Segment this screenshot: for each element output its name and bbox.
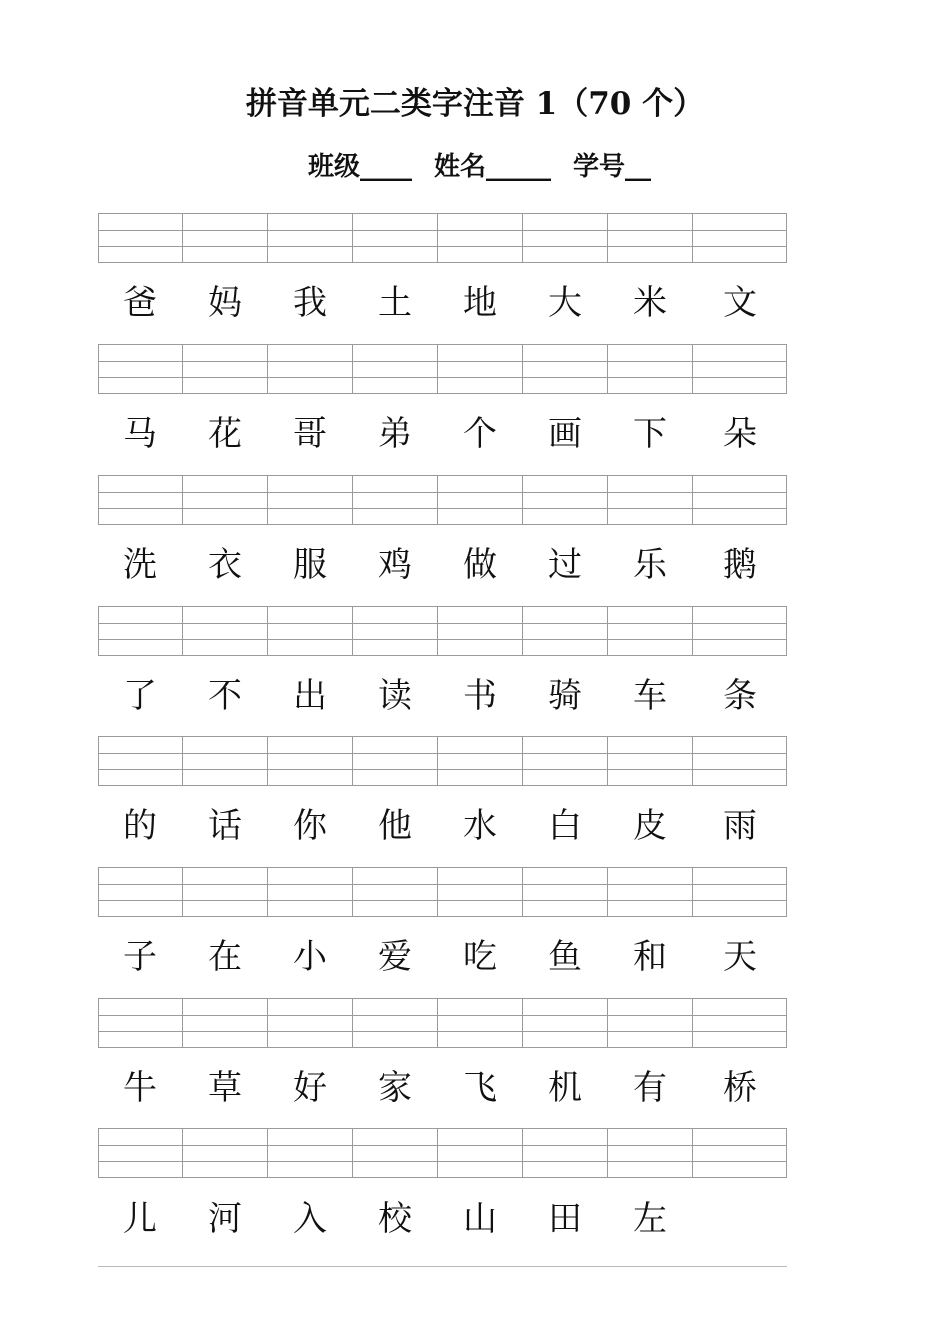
hanzi-character: 爸 (123, 283, 157, 323)
hanzi-character: 山 (463, 1199, 497, 1239)
guide-line (183, 361, 267, 362)
guide-line (268, 377, 352, 378)
guide-line (608, 753, 692, 754)
guide-line (99, 1145, 182, 1146)
pinyin-cell[interactable] (98, 213, 183, 263)
guide-line (99, 246, 182, 247)
pinyin-cell[interactable] (98, 736, 183, 786)
guide-line (268, 230, 352, 231)
guide-line (268, 900, 352, 901)
pinyin-cell[interactable] (693, 213, 787, 263)
hanzi-character: 飞 (463, 1068, 497, 1108)
pinyin-cell[interactable] (98, 867, 183, 917)
guide-line (183, 508, 267, 509)
hanzi-character: 弟 (378, 414, 412, 454)
pinyin-cell[interactable] (183, 1128, 268, 1178)
guide-line (353, 361, 437, 362)
guide-line (268, 753, 352, 754)
guide-line (438, 769, 522, 770)
pinyin-cell[interactable] (183, 344, 268, 394)
guide-line (693, 753, 786, 754)
hanzi-character: 你 (293, 806, 327, 846)
character-row (98, 409, 787, 459)
guide-line (268, 246, 352, 247)
pinyin-grid (98, 344, 787, 394)
guide-line (183, 884, 267, 885)
pinyin-cell[interactable] (523, 867, 608, 917)
hanzi-character: 出 (293, 676, 327, 716)
guide-line (183, 246, 267, 247)
pinyin-cell[interactable] (693, 606, 787, 656)
guide-line (99, 508, 182, 509)
guide-line (438, 230, 522, 231)
hanzi-character: 马 (123, 414, 157, 454)
hanzi-character: 书 (463, 676, 497, 716)
hanzi-character: 大 (548, 283, 582, 323)
character-row (98, 801, 787, 851)
bottom-divider (98, 1266, 787, 1267)
guide-line (438, 492, 522, 493)
pinyin-cell[interactable] (183, 736, 268, 786)
guide-line (438, 246, 522, 247)
guide-line (99, 769, 182, 770)
guide-line (693, 1145, 786, 1146)
pinyin-cell[interactable] (523, 736, 608, 786)
guide-line (268, 639, 352, 640)
hanzi-character: 吃 (463, 937, 497, 977)
pinyin-cell[interactable] (608, 213, 693, 263)
guide-line (99, 492, 182, 493)
pinyin-cell[interactable] (98, 1128, 183, 1178)
guide-line (693, 623, 786, 624)
guide-line (523, 246, 607, 247)
guide-line (183, 1015, 267, 1016)
guide-line (523, 508, 607, 509)
guide-line (693, 492, 786, 493)
guide-line (523, 884, 607, 885)
pinyin-cell[interactable] (608, 344, 693, 394)
pinyin-cell[interactable] (353, 867, 438, 917)
pinyin-cell[interactable] (353, 1128, 438, 1178)
pinyin-cell[interactable] (353, 736, 438, 786)
hanzi-character: 牛 (123, 1068, 157, 1108)
guide-line (693, 1161, 786, 1162)
pinyin-cell[interactable] (268, 867, 353, 917)
guide-line (99, 1015, 182, 1016)
guide-line (608, 230, 692, 231)
hanzi-character: 我 (293, 283, 327, 323)
guide-line (693, 377, 786, 378)
guide-line (353, 639, 437, 640)
guide-line (268, 508, 352, 509)
hanzi-character: 画 (548, 414, 582, 454)
pinyin-cell[interactable] (268, 606, 353, 656)
hanzi-character: 文 (723, 283, 757, 323)
guide-line (183, 753, 267, 754)
guide-line (608, 900, 692, 901)
hanzi-character: 家 (378, 1068, 412, 1108)
number-field[interactable]: 学号__ (573, 152, 652, 182)
character-row (98, 540, 787, 590)
guide-line (183, 1145, 267, 1146)
guide-line (353, 1161, 437, 1162)
guide-line (268, 1161, 352, 1162)
hanzi-character: 在 (208, 937, 242, 977)
guide-line (693, 508, 786, 509)
guide-line (183, 377, 267, 378)
hanzi-character: 草 (208, 1068, 242, 1108)
hanzi-character: 话 (208, 806, 242, 846)
pinyin-cell[interactable] (438, 736, 523, 786)
pinyin-cell[interactable] (523, 213, 608, 263)
guide-line (268, 1015, 352, 1016)
guide-line (438, 1031, 522, 1032)
guide-line (608, 246, 692, 247)
hanzi-character: 河 (208, 1199, 242, 1239)
guide-line (99, 639, 182, 640)
page-title: 拼音单元二类字注音 1（70 个） (245, 86, 705, 122)
hanzi-character: 车 (633, 676, 667, 716)
guide-line (693, 1031, 786, 1032)
pinyin-cell[interactable] (268, 736, 353, 786)
character-row (98, 932, 787, 982)
guide-line (693, 884, 786, 885)
hanzi-character: 和 (633, 937, 667, 977)
guide-line (523, 1161, 607, 1162)
guide-line (268, 492, 352, 493)
hanzi-character: 白 (548, 806, 582, 846)
hanzi-character: 小 (293, 937, 327, 977)
hanzi-character: 机 (548, 1068, 582, 1108)
guide-line (99, 377, 182, 378)
pinyin-cell[interactable] (608, 606, 693, 656)
student-info (308, 146, 673, 183)
hanzi-character: 个 (463, 414, 497, 454)
guide-line (693, 1015, 786, 1016)
hanzi-character: 鸡 (378, 545, 412, 585)
pinyin-cell[interactable] (438, 998, 523, 1048)
pinyin-cell[interactable] (693, 867, 787, 917)
pinyin-cell[interactable] (183, 867, 268, 917)
hanzi-character: 不 (208, 676, 242, 716)
guide-line (438, 1161, 522, 1162)
hanzi-character: 校 (378, 1199, 412, 1239)
guide-line (523, 639, 607, 640)
pinyin-grid (98, 475, 787, 525)
pinyin-cell[interactable] (523, 475, 608, 525)
guide-line (353, 1015, 437, 1016)
character-row (98, 671, 787, 721)
hanzi-character: 水 (463, 806, 497, 846)
guide-line (438, 1015, 522, 1016)
hanzi-character: 儿 (123, 1199, 157, 1239)
pinyin-cell[interactable] (608, 998, 693, 1048)
hanzi-character: 妈 (208, 283, 242, 323)
guide-line (438, 900, 522, 901)
guide-line (608, 361, 692, 362)
guide-line (353, 623, 437, 624)
guide-line (183, 230, 267, 231)
guide-line (353, 900, 437, 901)
guide-line (438, 639, 522, 640)
hanzi-character: 雨 (723, 806, 757, 846)
pinyin-cell[interactable] (438, 1128, 523, 1178)
pinyin-cell[interactable] (268, 344, 353, 394)
guide-line (353, 753, 437, 754)
guide-line (183, 623, 267, 624)
guide-line (693, 361, 786, 362)
hanzi-character: 地 (463, 283, 497, 323)
hanzi-character: 了 (123, 676, 157, 716)
guide-line (438, 1145, 522, 1146)
hanzi-character: 哥 (293, 414, 327, 454)
hanzi-character: 有 (633, 1068, 667, 1108)
pinyin-cell[interactable] (268, 213, 353, 263)
pinyin-cell[interactable] (693, 475, 787, 525)
guide-line (608, 639, 692, 640)
guide-line (268, 361, 352, 362)
guide-line (99, 884, 182, 885)
pinyin-cell[interactable] (98, 475, 183, 525)
pinyin-cell[interactable] (353, 475, 438, 525)
hanzi-character: 米 (633, 283, 667, 323)
hanzi-character: 条 (723, 676, 757, 716)
guide-line (523, 377, 607, 378)
pinyin-grid (98, 1128, 787, 1178)
hanzi-character: 土 (378, 283, 412, 323)
guide-line (523, 1015, 607, 1016)
guide-line (183, 1161, 267, 1162)
hanzi-character: 下 (633, 414, 667, 454)
hanzi-character: 皮 (633, 806, 667, 846)
hanzi-character: 洗 (123, 545, 157, 585)
hanzi-character: 过 (548, 545, 582, 585)
guide-line (353, 769, 437, 770)
hanzi-character: 做 (463, 545, 497, 585)
guide-line (523, 1145, 607, 1146)
guide-line (438, 753, 522, 754)
pinyin-cell[interactable] (353, 606, 438, 656)
pinyin-cell[interactable] (183, 998, 268, 1048)
guide-line (183, 639, 267, 640)
guide-line (608, 884, 692, 885)
guide-line (353, 377, 437, 378)
pinyin-cell[interactable] (183, 213, 268, 263)
hanzi-character: 桥 (723, 1068, 757, 1108)
pinyin-cell[interactable] (268, 475, 353, 525)
pinyin-cell[interactable] (693, 1128, 787, 1178)
guide-line (183, 1031, 267, 1032)
pinyin-cell[interactable] (438, 475, 523, 525)
guide-line (438, 361, 522, 362)
guide-line (99, 1161, 182, 1162)
hanzi-character: 爱 (378, 937, 412, 977)
guide-line (523, 623, 607, 624)
pinyin-cell[interactable] (183, 475, 268, 525)
pinyin-cell[interactable] (353, 213, 438, 263)
pinyin-grid (98, 998, 787, 1048)
pinyin-cell[interactable] (693, 736, 787, 786)
guide-line (353, 1031, 437, 1032)
guide-line (693, 639, 786, 640)
pinyin-cell[interactable] (98, 606, 183, 656)
hanzi-character: 花 (208, 414, 242, 454)
pinyin-grid (98, 736, 787, 786)
pinyin-cell[interactable] (608, 475, 693, 525)
hanzi-character: 田 (548, 1199, 582, 1239)
guide-line (608, 1031, 692, 1032)
hanzi-character: 好 (293, 1068, 327, 1108)
hanzi-character: 入 (293, 1199, 327, 1239)
guide-line (353, 1145, 437, 1146)
guide-line (353, 884, 437, 885)
pinyin-cell[interactable] (693, 344, 787, 394)
guide-line (523, 492, 607, 493)
hanzi-character: 左 (633, 1199, 667, 1239)
character-row (98, 1063, 787, 1113)
pinyin-cell[interactable] (523, 344, 608, 394)
guide-line (353, 230, 437, 231)
guide-line (693, 230, 786, 231)
guide-line (438, 623, 522, 624)
pinyin-cell[interactable] (353, 998, 438, 1048)
pinyin-cell[interactable] (183, 606, 268, 656)
guide-line (438, 508, 522, 509)
guide-line (268, 1145, 352, 1146)
guide-line (99, 623, 182, 624)
hanzi-character: 乐 (633, 545, 667, 585)
pinyin-cell[interactable] (693, 998, 787, 1048)
guide-line (523, 900, 607, 901)
hanzi-character: 他 (378, 806, 412, 846)
guide-line (268, 1031, 352, 1032)
guide-line (608, 377, 692, 378)
guide-line (268, 769, 352, 770)
character-row (98, 278, 787, 328)
guide-line (183, 492, 267, 493)
pinyin-cell[interactable] (268, 998, 353, 1048)
guide-line (353, 508, 437, 509)
pinyin-cell[interactable] (438, 213, 523, 263)
guide-line (608, 508, 692, 509)
guide-line (693, 246, 786, 247)
pinyin-cell[interactable] (98, 998, 183, 1048)
guide-line (608, 492, 692, 493)
hanzi-character: 骑 (548, 676, 582, 716)
guide-line (608, 623, 692, 624)
guide-line (523, 1031, 607, 1032)
pinyin-cell[interactable] (523, 1128, 608, 1178)
pinyin-cell[interactable] (353, 344, 438, 394)
pinyin-cell[interactable] (608, 736, 693, 786)
pinyin-cell[interactable] (438, 606, 523, 656)
hanzi-character: 鱼 (548, 937, 582, 977)
hanzi-character: 的 (123, 806, 157, 846)
guide-line (608, 1015, 692, 1016)
pinyin-cell[interactable] (98, 344, 183, 394)
guide-line (608, 769, 692, 770)
hanzi-character: 鹅 (723, 545, 757, 585)
pinyin-cell[interactable] (608, 867, 693, 917)
guide-line (99, 361, 182, 362)
guide-line (268, 623, 352, 624)
guide-line (99, 900, 182, 901)
pinyin-cell[interactable] (268, 1128, 353, 1178)
guide-line (99, 753, 182, 754)
pinyin-grid (98, 606, 787, 656)
pinyin-cell[interactable] (438, 344, 523, 394)
guide-line (438, 884, 522, 885)
pinyin-cell[interactable] (523, 606, 608, 656)
guide-line (608, 1161, 692, 1162)
pinyin-cell[interactable] (523, 998, 608, 1048)
guide-line (353, 492, 437, 493)
hanzi-character: 服 (293, 545, 327, 585)
hanzi-character: 天 (723, 937, 757, 977)
pinyin-cell[interactable] (438, 867, 523, 917)
guide-line (693, 900, 786, 901)
guide-line (268, 884, 352, 885)
pinyin-grid (98, 867, 787, 917)
hanzi-character: 朵 (723, 414, 757, 454)
guide-line (523, 230, 607, 231)
guide-line (523, 769, 607, 770)
character-row (98, 1194, 787, 1244)
guide-line (608, 1145, 692, 1146)
pinyin-cell[interactable] (608, 1128, 693, 1178)
guide-line (99, 1031, 182, 1032)
guide-line (183, 769, 267, 770)
pinyin-grid (98, 213, 787, 263)
hanzi-character: 读 (378, 676, 412, 716)
guide-line (693, 769, 786, 770)
guide-line (523, 753, 607, 754)
guide-line (353, 246, 437, 247)
hanzi-character: 衣 (208, 545, 242, 585)
name-field[interactable]: 姓名_____ (434, 152, 552, 182)
guide-line (183, 900, 267, 901)
guide-line (523, 361, 607, 362)
guide-line (99, 230, 182, 231)
class-field[interactable]: 班级____ (308, 152, 413, 182)
hanzi-character: 子 (123, 937, 157, 977)
guide-line (438, 377, 522, 378)
